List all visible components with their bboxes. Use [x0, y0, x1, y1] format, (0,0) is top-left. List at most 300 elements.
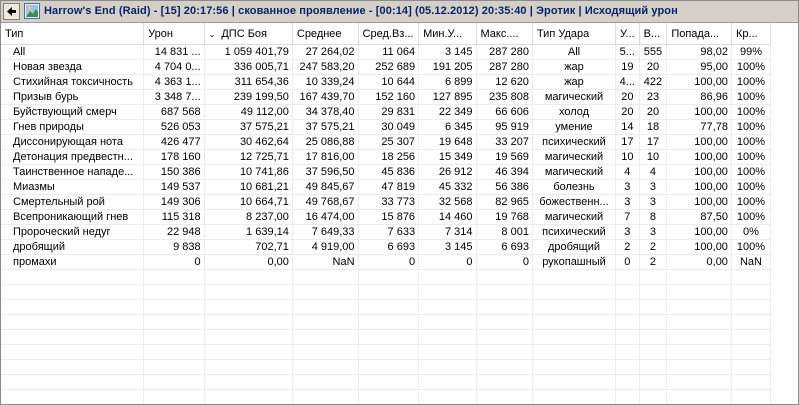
empty-cell	[292, 330, 358, 345]
cell-average: 167 439,70	[292, 90, 358, 105]
empty-cell	[1, 300, 144, 315]
cell-crit: 0%	[731, 225, 770, 240]
empty-cell	[532, 315, 615, 330]
empty-cell	[616, 390, 640, 405]
empty-cell	[292, 315, 358, 330]
column-header-max[interactable]: Макс....	[476, 23, 532, 45]
cell-average: 17 816,00	[292, 150, 358, 165]
empty-cell	[731, 315, 770, 330]
cell-hits: 5...	[616, 45, 640, 60]
empty-cell	[667, 360, 732, 375]
cell-dps: 1 639,14	[204, 225, 292, 240]
cell-hits: 19	[616, 60, 640, 75]
empty-cell	[476, 330, 532, 345]
cell-weighted-average: 152 160	[358, 90, 419, 105]
empty-cell	[639, 360, 667, 375]
column-header-hit-type[interactable]: Тип Удара	[532, 23, 615, 45]
cell-hit-type: магический	[532, 150, 615, 165]
cell-min: 45 332	[419, 180, 476, 195]
cell-damage: 4 704 0...	[144, 60, 205, 75]
cell-hit-type: магический	[532, 210, 615, 225]
empty-cell	[358, 270, 419, 285]
empty-cell	[731, 375, 770, 390]
cell-type: Всепроникающий гнев	[1, 210, 144, 225]
table-row[interactable]	[1, 225, 771, 240]
cell-crit: 100%	[731, 240, 770, 255]
table-row[interactable]	[1, 135, 771, 150]
back-button[interactable]	[3, 3, 20, 20]
column-header-hit-rate[interactable]: Попада...	[667, 23, 732, 45]
cell-damage: 149 537	[144, 180, 205, 195]
column-header-crit[interactable]: Кр...	[731, 23, 770, 45]
cell-crit: 100%	[731, 75, 770, 90]
cell-crit: 100%	[731, 120, 770, 135]
cell-damage: 22 948	[144, 225, 205, 240]
cell-dps: 37 575,21	[204, 120, 292, 135]
empty-cell	[476, 360, 532, 375]
cell-hit-rate: 95,00	[667, 60, 732, 75]
cell-hit-rate: 100,00	[667, 195, 732, 210]
cell-hits: 4...	[616, 75, 640, 90]
cell-total: 4	[639, 165, 667, 180]
cell-type: Призыв бурь	[1, 90, 144, 105]
cell-average: 37 575,21	[292, 120, 358, 135]
cell-crit: 100%	[731, 90, 770, 105]
table-row[interactable]	[1, 240, 771, 255]
cell-min: 191 205	[419, 60, 476, 75]
cell-dps: 10 664,71	[204, 195, 292, 210]
empty-cell	[1, 315, 144, 330]
cell-damage: 9 838	[144, 240, 205, 255]
empty-cell	[667, 375, 732, 390]
cell-dps: 30 462,64	[204, 135, 292, 150]
cell-crit: 100%	[731, 60, 770, 75]
cell-dps: 336 005,71	[204, 60, 292, 75]
cell-hit-rate: 100,00	[667, 225, 732, 240]
cell-min: 0	[419, 255, 476, 270]
cell-weighted-average: 33 773	[358, 195, 419, 210]
empty-cell	[204, 315, 292, 330]
empty-cell	[204, 285, 292, 300]
cell-hit-type: умение	[532, 120, 615, 135]
cell-dps: 10 741,86	[204, 165, 292, 180]
cell-total: 17	[639, 135, 667, 150]
empty-cell	[731, 270, 770, 285]
empty-cell	[731, 360, 770, 375]
cell-crit: 100%	[731, 210, 770, 225]
cell-hits: 4	[616, 165, 640, 180]
empty-cell	[639, 345, 667, 360]
cell-average: 25 086,88	[292, 135, 358, 150]
cell-max: 46 394	[476, 165, 532, 180]
cell-weighted-average: 25 307	[358, 135, 419, 150]
cell-max: 82 965	[476, 195, 532, 210]
cell-max: 19 768	[476, 210, 532, 225]
cell-type: Смертельный рой	[1, 195, 144, 210]
cell-average: 10 339,24	[292, 75, 358, 90]
cell-dps: 10 681,21	[204, 180, 292, 195]
empty-cell	[1, 375, 144, 390]
cell-type: Буйствующий смерч	[1, 105, 144, 120]
cell-weighted-average: 6 693	[358, 240, 419, 255]
empty-cell	[358, 315, 419, 330]
cell-damage: 526 053	[144, 120, 205, 135]
empty-cell	[292, 285, 358, 300]
cell-min: 32 568	[419, 195, 476, 210]
empty-cell	[358, 375, 419, 390]
cell-hits: 7	[616, 210, 640, 225]
column-header-total[interactable]: В...	[639, 23, 667, 45]
cell-dps: 311 654,36	[204, 75, 292, 90]
cell-hit-rate: 100,00	[667, 165, 732, 180]
cell-dps: 0,00	[204, 255, 292, 270]
cell-average: 16 474,00	[292, 210, 358, 225]
empty-cell	[292, 270, 358, 285]
empty-cell	[667, 270, 732, 285]
cell-damage: 4 363 1...	[144, 75, 205, 90]
cell-hits: 17	[616, 135, 640, 150]
title-bar	[1, 1, 798, 23]
empty-cell	[667, 345, 732, 360]
empty-cell	[144, 345, 205, 360]
cell-average: 34 378,40	[292, 105, 358, 120]
cell-min: 3 145	[419, 45, 476, 60]
cell-hit-rate: 100,00	[667, 240, 732, 255]
cell-type: Миазмы	[1, 180, 144, 195]
table-row[interactable]	[1, 120, 771, 135]
cell-total: 3	[639, 180, 667, 195]
cell-damage: 14 831 ...	[144, 45, 205, 60]
cell-weighted-average: 11 064	[358, 45, 419, 60]
cell-type: Диссонирующая нота	[1, 135, 144, 150]
cell-min: 7 314	[419, 225, 476, 240]
cell-min: 6 345	[419, 120, 476, 135]
cell-total: 20	[639, 60, 667, 75]
cell-average: NaN	[292, 255, 358, 270]
table-row[interactable]	[1, 105, 771, 120]
cell-damage: 178 160	[144, 150, 205, 165]
empty-cell	[639, 390, 667, 405]
cell-average: 37 596,50	[292, 165, 358, 180]
cell-average: 49 768,67	[292, 195, 358, 210]
cell-hit-rate: 100,00	[667, 135, 732, 150]
cell-crit: 100%	[731, 195, 770, 210]
empty-cell	[639, 270, 667, 285]
cell-weighted-average: 7 633	[358, 225, 419, 240]
cell-crit: 99%	[731, 45, 770, 60]
empty-cell	[419, 300, 476, 315]
empty-cell	[616, 330, 640, 345]
empty-cell	[639, 285, 667, 300]
cell-max: 0	[476, 255, 532, 270]
empty-cell	[1, 390, 144, 405]
cell-max: 12 620	[476, 75, 532, 90]
empty-row	[1, 300, 771, 315]
cell-total: 20	[639, 105, 667, 120]
cell-damage: 687 568	[144, 105, 205, 120]
empty-cell	[532, 360, 615, 375]
cell-damage: 149 306	[144, 195, 205, 210]
empty-cell	[476, 390, 532, 405]
empty-cell	[144, 360, 205, 375]
empty-cell	[358, 330, 419, 345]
empty-cell	[204, 375, 292, 390]
empty-cell	[667, 300, 732, 315]
window-title: Harrow's End (Raid) - [15] 20:17:56 | скованное проявление - [00:14] (05.12.2012) 20:35:40 | Эротик | Исходящий урон	[44, 5, 678, 17]
empty-cell	[358, 300, 419, 315]
cell-weighted-average: 15 876	[358, 210, 419, 225]
empty-cell	[532, 330, 615, 345]
cell-type: Стихийная токсичность	[1, 75, 144, 90]
cell-weighted-average: 30 049	[358, 120, 419, 135]
empty-cell	[292, 360, 358, 375]
cell-average: 49 845,67	[292, 180, 358, 195]
cell-hit-type: болезнь	[532, 180, 615, 195]
cell-min: 14 460	[419, 210, 476, 225]
cell-min: 26 912	[419, 165, 476, 180]
cell-hit-rate: 87,50	[667, 210, 732, 225]
empty-cell	[419, 390, 476, 405]
cell-min: 127 895	[419, 90, 476, 105]
table-row[interactable]	[1, 60, 771, 75]
cell-hit-type: божественн...	[532, 195, 615, 210]
empty-cell	[616, 345, 640, 360]
cell-type: Новая звезда	[1, 60, 144, 75]
cell-hit-rate: 77,78	[667, 120, 732, 135]
cell-total: 2	[639, 240, 667, 255]
cell-total: 18	[639, 120, 667, 135]
table-header	[1, 23, 771, 45]
cell-max: 287 280	[476, 45, 532, 60]
table-row[interactable]	[1, 195, 771, 210]
empty-row	[1, 390, 771, 405]
empty-row	[1, 315, 771, 330]
cell-hit-type: психический	[532, 225, 615, 240]
cell-hit-rate: 98,02	[667, 45, 732, 60]
cell-hit-type: магический	[532, 90, 615, 105]
cell-max: 95 919	[476, 120, 532, 135]
cell-hits: 20	[616, 90, 640, 105]
cell-dps: 8 237,00	[204, 210, 292, 225]
empty-cell	[532, 390, 615, 405]
table-row[interactable]	[1, 75, 771, 90]
empty-cell	[667, 390, 732, 405]
cell-damage: 0	[144, 255, 205, 270]
empty-cell	[1, 285, 144, 300]
empty-cell	[731, 285, 770, 300]
cell-hits: 3	[616, 225, 640, 240]
empty-cell	[1, 345, 144, 360]
sort-down-icon: ⌄	[208, 29, 216, 39]
cell-hit-rate: 100,00	[667, 180, 732, 195]
empty-cell	[144, 270, 205, 285]
cell-damage: 426 477	[144, 135, 205, 150]
empty-cell	[358, 345, 419, 360]
empty-cell	[419, 360, 476, 375]
empty-row	[1, 345, 771, 360]
empty-cell	[1, 360, 144, 375]
empty-cell	[731, 300, 770, 315]
empty-cell	[204, 270, 292, 285]
cell-average: 27 264,02	[292, 45, 358, 60]
cell-damage: 115 318	[144, 210, 205, 225]
cell-type: Таинственное нападе...	[1, 165, 144, 180]
cell-hit-type: магический	[532, 165, 615, 180]
cell-weighted-average: 47 819	[358, 180, 419, 195]
cell-hits: 10	[616, 150, 640, 165]
cell-damage: 3 348 7...	[144, 90, 205, 105]
cell-min: 22 349	[419, 105, 476, 120]
cell-average: 7 649,33	[292, 225, 358, 240]
empty-cell	[731, 390, 770, 405]
empty-cell	[616, 285, 640, 300]
cell-hit-rate: 100,00	[667, 105, 732, 120]
cell-crit: 100%	[731, 105, 770, 120]
cell-type: промахи	[1, 255, 144, 270]
empty-cell	[616, 270, 640, 285]
column-header-min[interactable]: Мин.У...	[419, 23, 476, 45]
empty-cell	[419, 270, 476, 285]
column-header-dps-label: ДПС Боя	[221, 27, 267, 40]
cell-dps: 1 059 401,79	[204, 45, 292, 60]
cell-max: 6 693	[476, 240, 532, 255]
empty-cell	[144, 315, 205, 330]
cell-min: 6 899	[419, 75, 476, 90]
cell-crit: 100%	[731, 180, 770, 195]
empty-cell	[144, 285, 205, 300]
cell-weighted-average: 29 831	[358, 105, 419, 120]
empty-row	[1, 375, 771, 390]
empty-cell	[532, 300, 615, 315]
cell-hit-rate: 86,96	[667, 90, 732, 105]
cell-weighted-average: 45 836	[358, 165, 419, 180]
empty-cell	[639, 375, 667, 390]
column-header-average[interactable]: Среднее	[292, 23, 358, 45]
empty-row	[1, 270, 771, 285]
cell-hits: 2	[616, 240, 640, 255]
empty-cell	[532, 285, 615, 300]
empty-cell	[204, 345, 292, 360]
cell-hit-rate: 100,00	[667, 150, 732, 165]
cell-weighted-average: 18 256	[358, 150, 419, 165]
empty-cell	[667, 285, 732, 300]
empty-cell	[358, 390, 419, 405]
cell-hit-rate: 100,00	[667, 75, 732, 90]
arrow-left-icon	[6, 6, 17, 17]
empty-cell	[639, 300, 667, 315]
table-row[interactable]	[1, 90, 771, 105]
cell-hit-type: психический	[532, 135, 615, 150]
empty-cell	[639, 330, 667, 345]
column-header-dps[interactable]	[204, 23, 292, 45]
cell-hits: 20	[616, 105, 640, 120]
empty-cell	[476, 300, 532, 315]
cell-type: Гнев природы	[1, 120, 144, 135]
cell-crit: 100%	[731, 150, 770, 165]
cell-weighted-average: 252 689	[358, 60, 419, 75]
cell-max: 235 808	[476, 90, 532, 105]
cell-hits: 3	[616, 180, 640, 195]
empty-cell	[419, 315, 476, 330]
empty-cell	[532, 345, 615, 360]
cell-total: 555	[639, 45, 667, 60]
cell-damage: 150 386	[144, 165, 205, 180]
empty-cell	[292, 300, 358, 315]
column-header-weighted-average[interactable]: Сред.Вз...	[358, 23, 419, 45]
cell-type: дробящий	[1, 240, 144, 255]
empty-cell	[292, 375, 358, 390]
table-row[interactable]	[1, 180, 771, 195]
cell-min: 3 145	[419, 240, 476, 255]
empty-cell	[667, 330, 732, 345]
cell-hits: 3	[616, 195, 640, 210]
cell-total: 23	[639, 90, 667, 105]
cell-max: 56 386	[476, 180, 532, 195]
cell-min: 15 349	[419, 150, 476, 165]
table-row[interactable]	[1, 255, 771, 270]
column-header-type[interactable]: Тип	[1, 23, 144, 45]
empty-cell	[476, 285, 532, 300]
empty-cell	[476, 270, 532, 285]
empty-row	[1, 330, 771, 345]
table-row[interactable]	[1, 45, 771, 60]
empty-cell	[204, 330, 292, 345]
empty-cell	[532, 270, 615, 285]
empty-cell	[616, 375, 640, 390]
table-row[interactable]	[1, 150, 771, 165]
empty-cell	[419, 285, 476, 300]
empty-cell	[204, 390, 292, 405]
empty-cell	[476, 315, 532, 330]
cell-total: 3	[639, 195, 667, 210]
empty-row	[1, 285, 771, 300]
empty-cell	[204, 300, 292, 315]
cell-type: Детонация предвестн...	[1, 150, 144, 165]
empty-cell	[476, 375, 532, 390]
cell-type: All	[1, 45, 144, 60]
cell-type: Пророческий недуг	[1, 225, 144, 240]
column-header-hits[interactable]: У...	[616, 23, 640, 45]
empty-cell	[419, 330, 476, 345]
cell-hits: 14	[616, 120, 640, 135]
empty-cell	[144, 390, 205, 405]
empty-cell	[667, 315, 732, 330]
empty-cell	[358, 360, 419, 375]
cell-dps: 12 725,71	[204, 150, 292, 165]
cell-min: 19 648	[419, 135, 476, 150]
damage-table	[1, 23, 798, 404]
empty-cell	[144, 375, 205, 390]
empty-cell	[731, 330, 770, 345]
empty-cell	[1, 270, 144, 285]
chart-image-icon	[24, 3, 40, 19]
empty-cell	[616, 315, 640, 330]
cell-hit-type: All	[532, 45, 615, 60]
empty-cell	[532, 375, 615, 390]
empty-cell	[1, 330, 144, 345]
empty-row	[1, 360, 771, 375]
empty-cell	[476, 345, 532, 360]
cell-average: 4 919,00	[292, 240, 358, 255]
empty-cell	[616, 360, 640, 375]
table-row[interactable]	[1, 210, 771, 225]
table-row[interactable]	[1, 165, 771, 180]
cell-average: 247 583,20	[292, 60, 358, 75]
empty-cell	[204, 360, 292, 375]
cell-hit-type: жар	[532, 60, 615, 75]
column-header-damage[interactable]: Урон	[144, 23, 205, 45]
empty-cell	[144, 330, 205, 345]
